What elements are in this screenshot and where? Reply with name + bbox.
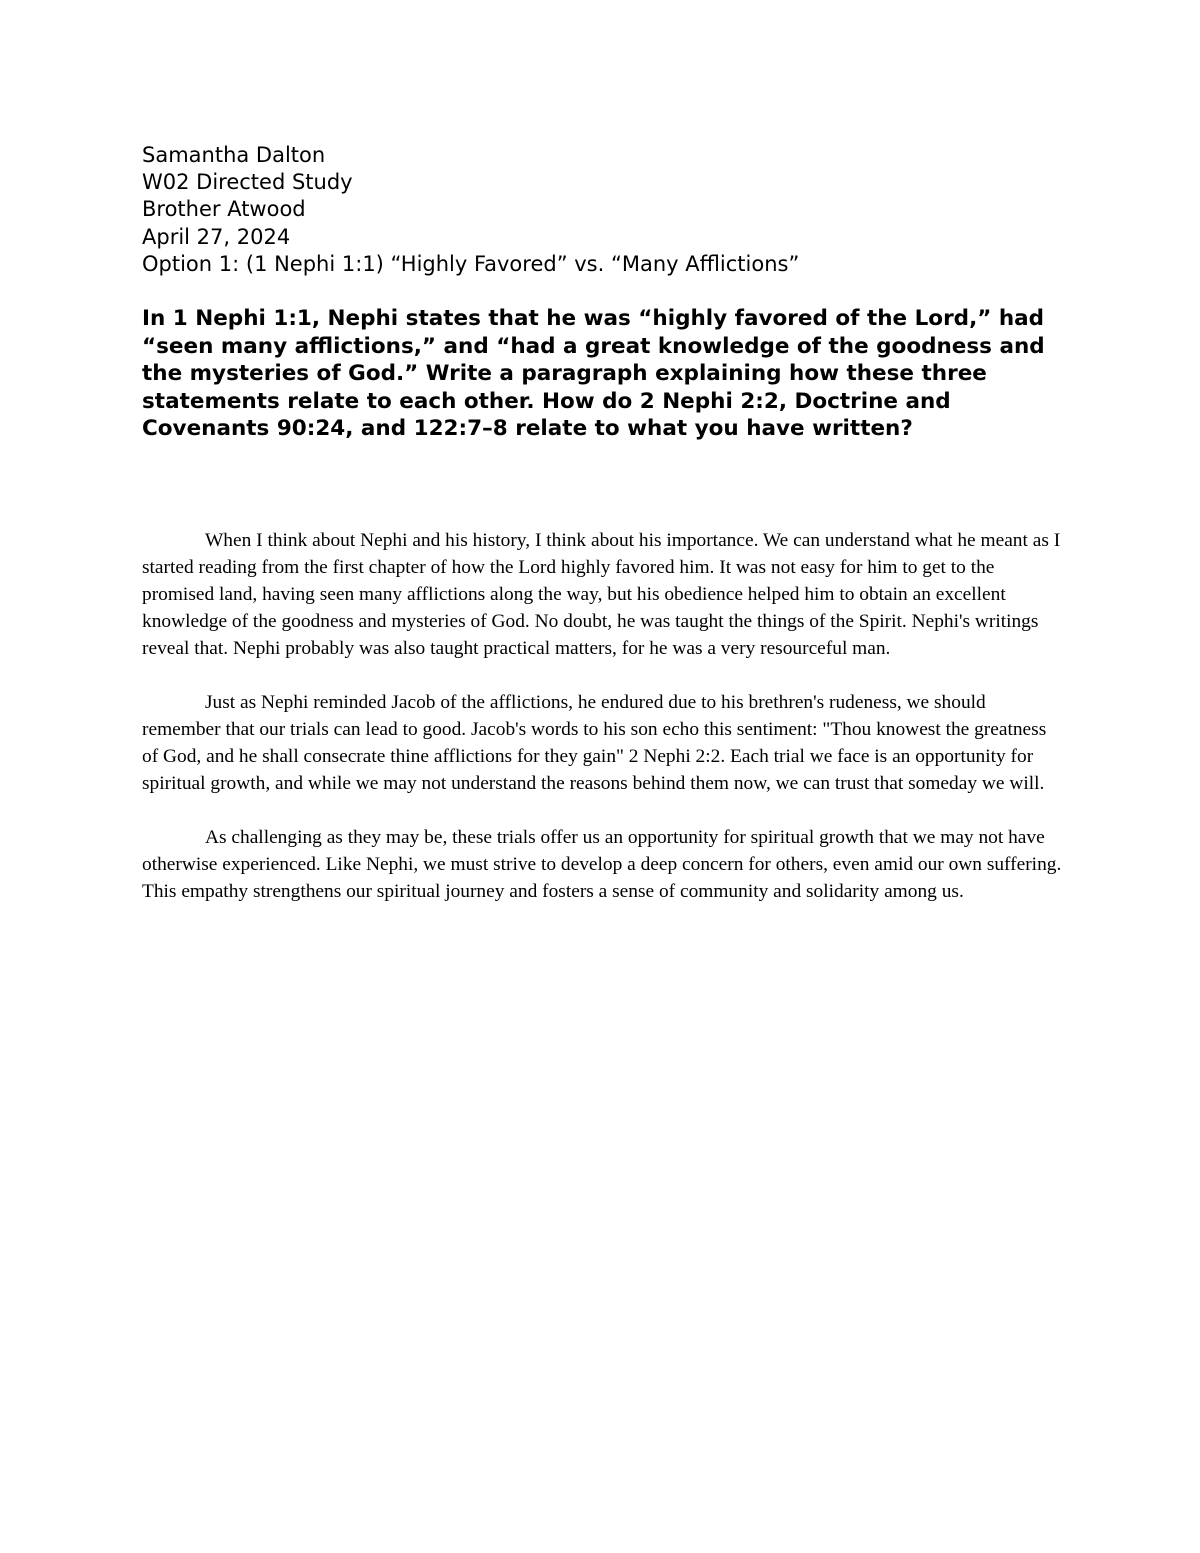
document-date: April 27, 2024 (142, 224, 291, 249)
document-header (142, 142, 1062, 278)
essay-paragraph: When I think about Nephi and his history, I think about his importance. We can understand what he meant as I started reading from the first chapter of how the Lord highly favored him. It was not easy for him to get to the promised land, having seen many afflictions along the way, but his obedience helped him to obtain an excellent knowledge of the goodness and mysteries of God. No doubt, he was taught the things of the Spirit. Nephi's writings reveal that. Nephi probably was also taught practical matters, for he was a very resourceful man. (142, 530, 1061, 659)
essay-body (142, 527, 1062, 932)
essay-paragraph: Just as Nephi reminded Jacob of the afflictions, he endured due to his brethren's rudeness, we should remember that our trials can lead to good. Jacob's words to his son echo this sentiment: "Thou knowest the greatness of God, and he shall consecrate thine afflictions for they gain" 2 Nephi 2:2. Each trial we face is an opportunity for spiritual growth, and while we may not understand the reasons behind them now, we can trust that someday we will. (142, 692, 1047, 794)
course-name: W02 Directed Study (142, 170, 353, 195)
assignment-prompt: In 1 Nephi 1:1, Nephi states that he was “highly favored of the Lord,” had “seen many afflictions,” and “had a great knowledge of the goodness and the mysteries of God.” Write a paragraph explaining how these three statements relate to each other. How do 2 Nephi 2:2, Doctrine and Covenants 90:24, and 122:7–8 relate to what you have written? (142, 306, 1045, 441)
essay-paragraph: As challenging as they may be, these trials offer us an opportunity for spiritual growth that we may not have otherwise experienced. Like Nephi, we must strive to develop a deep concern for others, even amid our own suffering. This empathy strengthens our spiritual journey and fosters a sense of community and solidarity among us. (142, 827, 1062, 902)
instructor-name: Brother Atwood (142, 197, 306, 222)
author-name: Samantha Dalton (142, 143, 326, 167)
assignment-option: Option 1: (1 Nephi 1:1) “Highly Favored” vs. “Many Afflictions” (142, 251, 800, 276)
